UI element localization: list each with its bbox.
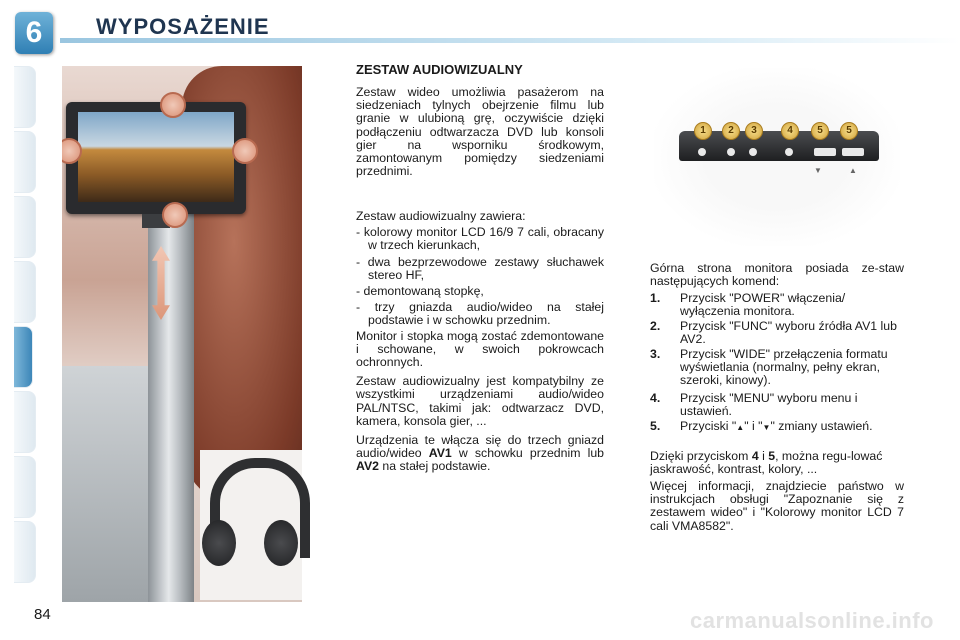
- monitor-top-diagram: [654, 68, 900, 246]
- chapter-tab[interactable]: [14, 391, 36, 453]
- callout-badge: 2: [722, 122, 740, 140]
- watermark: carmanualsonline.info: [690, 608, 934, 633]
- chapter-number-badge: 6: [15, 12, 53, 54]
- storage-paragraph: Monitor i stopka mogą zostać zdemontowane i schowane, w swoich pokrowcach ochronnych.: [356, 328, 604, 370]
- func-button-icon: [727, 148, 735, 156]
- chapter-tab[interactable]: [14, 66, 36, 128]
- callout-badge: 4: [781, 122, 799, 140]
- adjust-buttons-icon: [814, 148, 836, 156]
- callout-badge: 3: [745, 122, 763, 140]
- adjust-buttons-icon: [842, 148, 864, 156]
- callout-badge: 1: [694, 122, 712, 140]
- chapter-tab[interactable]: [14, 521, 36, 583]
- monitor-screen: [78, 112, 234, 202]
- adjust-paragraph: Dzięki przyciskom 4 i 5, można regu-lować jaskrawość, kontrast, kolory, ...: [650, 449, 883, 477]
- controls-intro: Górna strona monitora posiada ze-staw następujących komend:: [650, 261, 904, 289]
- page-header: [0, 0, 960, 56]
- up-arrow-icon: ▲: [736, 423, 745, 432]
- up-arrow-icon: ▲: [849, 166, 857, 175]
- chapter-tab[interactable]: [14, 261, 36, 323]
- chapter-tab-active[interactable]: [14, 326, 33, 388]
- chapter-tab[interactable]: [14, 131, 36, 193]
- list-item: 1. Przycisk "POWER" włączenia/ wyłączenia monitora.: [650, 291, 846, 319]
- callout-badge: 5: [811, 122, 829, 140]
- chapter-tabs: [14, 66, 36, 576]
- intro-paragraph: Zestaw wideo umożliwia pasażerom na siedzeniach tylnych obejrzenie filmu lub granie w ulubioną grę, oczywiście dzięki podłączeniu odtwarzacza DVD lub konsoli gier na wsporniku środkowym, zamontowanym pomiędzy siedzeniami przednimi.: [356, 85, 604, 179]
- compat-paragraph: Zestaw audiowizualny jest kompatybilny ze wszystkimi urządzeniami audio/wideo PAL/NTSC, takimi jak: odtwarzacz DVD, kamera, konsola gier, ...: [356, 374, 604, 428]
- power-button-icon: [698, 148, 706, 156]
- chapter-title: WYPOSAŻENIE: [96, 14, 270, 39]
- headphones-photo: [200, 450, 302, 600]
- chapter-tab[interactable]: [14, 456, 36, 518]
- list-item: - trzy gniazda audio/wideo na stałej podstawie i w schowku przednim.: [356, 300, 604, 328]
- chapter-tab[interactable]: [14, 196, 36, 258]
- contents-heading: Zestaw audiowizualny zawiera:: [356, 209, 526, 223]
- list-item: 4. Przycisk "MENU" wyboru menu i ustawień.: [650, 391, 858, 419]
- list-item: - demontowaną stopkę,: [356, 284, 484, 299]
- callout-badge: 5: [840, 122, 858, 140]
- menu-button-icon: [785, 148, 793, 156]
- rotate-arrow-icon: [232, 138, 258, 164]
- lcd-monitor-image: [66, 102, 246, 214]
- rotate-arrow-icon: [160, 92, 186, 118]
- contents-list: [356, 210, 604, 474]
- page-number: 84: [34, 606, 51, 623]
- rotate-arrow-icon: [162, 202, 188, 228]
- connect-paragraph: Urządzenia te włącza się do trzech gniazd audio/wideo AV1 w schowku przednim lub AV2 na stałej podstawie.: [356, 433, 604, 474]
- center-console-image: [62, 366, 152, 602]
- down-arrow-icon: ▼: [762, 423, 771, 432]
- list-item: - kolorowy monitor LCD 16/9 7 cali, obracany w trzech kierunkach,: [356, 225, 604, 253]
- list-item: 3. Przycisk "WIDE" przełączenia formatu wyświetlania (normalny, pełny ekran, szeroki, kinowy).: [650, 347, 888, 388]
- down-arrow-icon: ▼: [814, 166, 822, 175]
- section-title: ZESTAW AUDIOWIZUALNY: [356, 62, 523, 77]
- list-item: 2. Przycisk "FUNC" wyboru źródła AV1 lub AV2.: [650, 319, 897, 347]
- list-item: - dwa bezprzewodowe zestawy słuchawek stereo HF,: [356, 254, 604, 282]
- list-item: 5. Przyciski "▲" i "▼" zmiany ustawień.: [650, 419, 873, 433]
- more-info-paragraph: Więcej informacji, znajdziecie państwo w instrukcjach obsługi "Zapoznanie się z zestawem wideo" i "Kolorowy monitor LCD 7 cali VMA8582".: [650, 479, 904, 533]
- wide-button-icon: [749, 148, 757, 156]
